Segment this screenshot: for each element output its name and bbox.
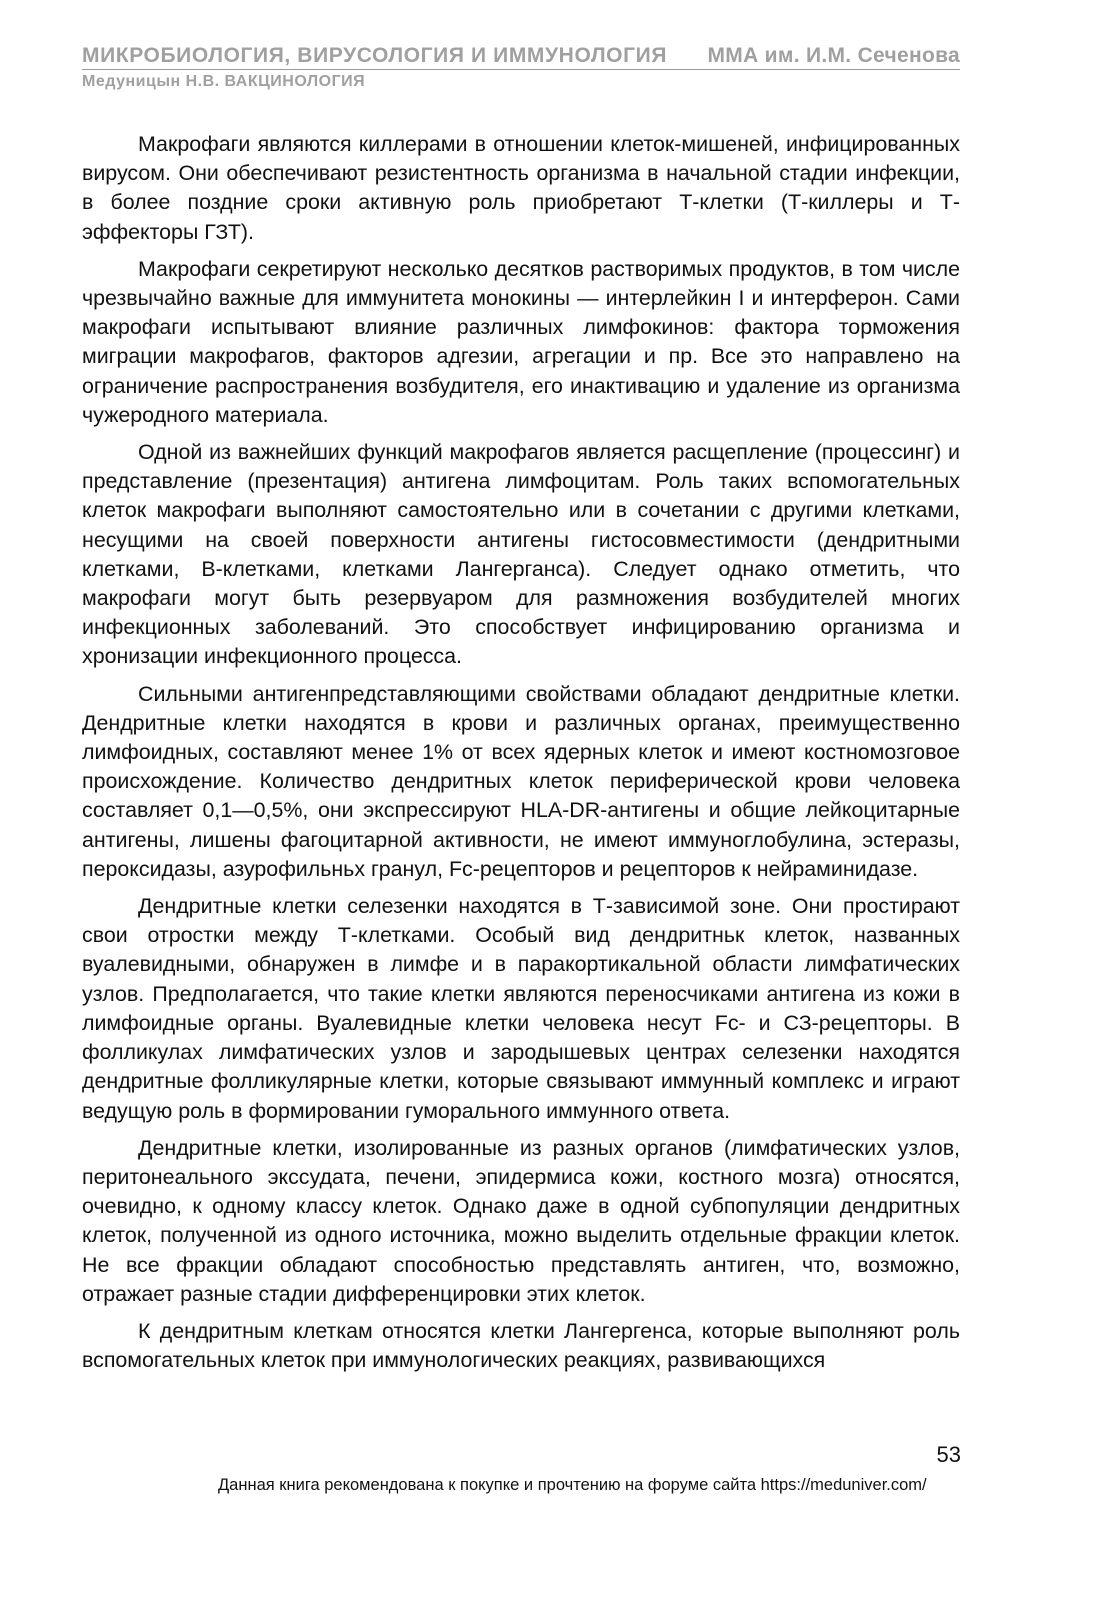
- header-institution: ММА им. И.М. Сеченова: [707, 44, 960, 67]
- header-top-row: [82, 44, 960, 70]
- paragraph-5: Дендритные клетки селезенки находятся в Т-зависимой зоне. Они простирают свои отростки между Т-клетками. Особый вид дендритньк клеток, названных вуалевидными, обнаружен в лимфе и в паракортикальной области лимфатических узлов. Предполагается, что такие клетки являются переносчиками антигена из кожи в лимфоидные органы. Вуалевидные клетки человека несут Fc- и СЗ-рецепторы. В фолликулах лимфатических узлов и зародышевых центрах селезенки находятся дендритные фолликулярные клетки, которые связывают иммунный комплекс и играют ведущую роль в формировании гуморального иммунного ответа.: [82, 894, 960, 1123]
- footer-note: Данная книга рекомендована к покупке и прочтению на форуме сайта https://meduniver.com/: [218, 1476, 927, 1494]
- page-body: [82, 130, 960, 1383]
- header-author-title: Медуницын Н.В. ВАКЦИНОЛОГИЯ: [82, 73, 366, 90]
- header-subject: МИКРОБИОЛОГИЯ, ВИРУСОЛОГИЯ И ИММУНОЛОГИЯ: [82, 44, 668, 67]
- running-header: [82, 44, 960, 91]
- paragraph-2: Макрофаги секретируют несколько десятков растворимых продуктов, в том числе чрезвычайно важные для иммунитета монокины — интерлейкин I и интерферон. Сами макрофаги испытывают влияние различных лимфокинов: фактора торможения миграции макрофагов, факторов адгезии, агрегации и пр. Все это направлено на ограничение распространения возбудителя, его инактивацию и удаление из организма чужеродного материала.: [82, 256, 960, 427]
- paragraph-3: Одной из важнейших функций макрофагов является расщепление (процессинг) и представление (презентация) антигена лимфоцитам. Роль таких вспомогательных клеток макрофаги выполняют самостоятельно или в сочетании с другими клетками, несущими на своей поверхности антигены гистосовместимости (дендритными клетками, В-клетками, клетками Лангерганса). Следует однако отметить, что макрофаги могут быть резервуаром для размножения возбудителей многих инфекционных заболеваний. Это способствует инфицированию организма и хронизации инфекционного процесса.: [82, 440, 960, 669]
- page-number: 53: [936, 1442, 961, 1467]
- paragraph-6: Дендритные клетки, изолированные из разных органов (лимфатических узлов, перитонеального экссудата, печени, эпидермиса кожи, костного мозга) относятся, очевидно, к одному классу клеток. Однако даже в одной субпопуляции дендритных клеток, полученной из одного источника, можно выделить отдельные фракции клеток. Не все фракции обладают способностью представлять антиген, что, возможно, отражает разные стадии дифференцировки этих клеток.: [82, 1135, 960, 1306]
- paragraph-7: К дендритным клеткам относятся клетки Лангергенса, которые выполняют роль вспомогательных клеток при иммунологических реакциях, развивающихся: [82, 1318, 960, 1373]
- paragraph-4: Сильными антигенпредставляющими свойствами обладают дендритные клетки. Дендритные клетки находятся в крови и различных органах, преимущественно лимфоидных, составляют менее 1% от всех ядерных клеток и имеют костномозговое происхождение. Количество дендритных клеток периферической крови человека составляет 0,1—0,5%, они экспрессируют HLA-DR-антигены и общие лейкоцитарные антигены, лишены фагоцитарной активности, не имеют иммуноглобулина, эстеразы, пероксидазы, азурофильньх гранул, Fc-рецепторов и рецепторов к нейраминидазе.: [82, 681, 960, 881]
- paragraph-1: Макрофаги являются киллерами в отношении клеток-мишеней, инфицированных вирусом. Они обеспечивают резистентность организма в начальной стадии инфекции, в более поздние сроки активную роль приобретают Т-клетки (Т-киллеры и Т-эффекторы ГЗТ).: [82, 132, 960, 244]
